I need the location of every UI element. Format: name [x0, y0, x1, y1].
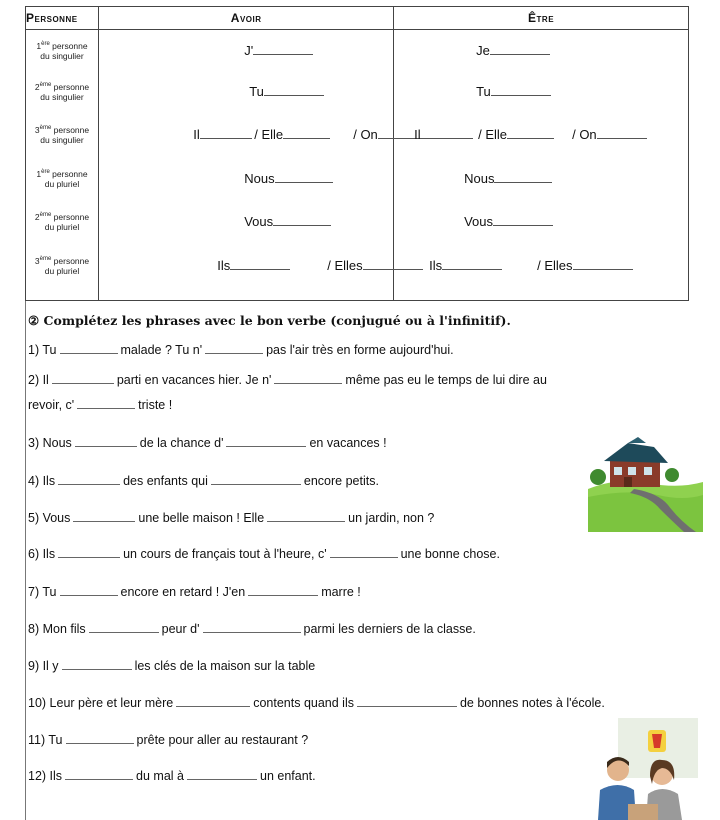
answer-blank[interactable] [60, 585, 118, 596]
sentence-text: pas l'air très en forme aujourd'hui. [266, 343, 454, 357]
etre-form-3-1 [414, 127, 473, 142]
sentence-text: contents quand ils [253, 696, 354, 710]
person-ordinal-suffix: ème [39, 212, 52, 218]
form-label: / On [353, 127, 378, 142]
answer-blank[interactable] [73, 511, 135, 522]
etre-form-2-1 [476, 84, 551, 99]
answer-blank[interactable] [493, 214, 553, 226]
house-illustration [588, 437, 703, 532]
answer-blank[interactable] [273, 214, 331, 226]
person-label [26, 39, 98, 61]
answer-blank[interactable] [65, 769, 133, 780]
answer-blank[interactable] [187, 769, 257, 780]
answer-blank[interactable] [274, 373, 342, 384]
answer-blank[interactable] [253, 43, 313, 55]
answer-blank[interactable] [597, 127, 647, 139]
form-label: J' [244, 43, 254, 58]
sentence-text: un enfant. [260, 769, 316, 783]
conjugation-table [25, 6, 689, 301]
answer-blank[interactable] [248, 585, 318, 596]
exercise-sentence [28, 436, 387, 450]
sentence-text: 9) Il y [28, 659, 59, 673]
answer-blank[interactable] [507, 127, 554, 139]
table-header-row [26, 7, 689, 30]
form-label: Tu [249, 84, 264, 99]
exercise-sentence [28, 733, 308, 747]
form-label: Vous [244, 214, 274, 229]
person-number: du singulier [40, 91, 84, 102]
answer-blank[interactable] [267, 511, 345, 522]
exercise-sentence [28, 547, 500, 561]
person-ordinal-suffix: ème [39, 256, 52, 262]
person-ordinal: 2 [34, 211, 40, 222]
form-label: / Elles [537, 258, 573, 273]
sentence-text: 7) Tu [28, 585, 57, 599]
person-number: du singulier [40, 50, 84, 61]
person-word: personne [51, 211, 90, 222]
sentence-text: 8) Mon fils [28, 622, 86, 636]
answer-blank[interactable] [275, 171, 333, 183]
exercise-sentence [28, 769, 316, 783]
table-body-row [26, 30, 689, 301]
sentence-text: une belle maison ! Elle [138, 511, 265, 525]
answer-blank[interactable] [58, 547, 120, 558]
person-label [26, 254, 98, 276]
exercise-sentence [28, 622, 476, 636]
answer-blank[interactable] [60, 343, 118, 354]
etre-column [394, 30, 689, 301]
person-word: personne [51, 81, 90, 92]
form-label: Ils [217, 258, 231, 273]
sentence-text: un jardin, non ? [348, 511, 435, 525]
answer-blank[interactable] [77, 398, 135, 409]
exercise-sentence [28, 696, 605, 710]
sentence-text: même pas eu le temps de lui dire au [345, 373, 547, 387]
etre-form-6-2 [537, 258, 632, 273]
answer-blank[interactable] [205, 343, 263, 354]
answer-blank[interactable] [200, 127, 252, 139]
answer-blank[interactable] [226, 436, 306, 447]
answer-blank[interactable] [62, 659, 132, 670]
person-number: du singulier [40, 134, 84, 145]
form-label: Je [476, 43, 490, 58]
etre-form-3-3 [572, 127, 647, 142]
person-number: du pluriel [44, 221, 80, 232]
sentence-text: 3) Nous [28, 436, 72, 450]
sentence-text: marre ! [321, 585, 361, 599]
sentence-text: peur d' [161, 622, 200, 636]
exercise-sentence [28, 585, 361, 599]
sentence-text: 4) Ils [28, 474, 56, 488]
person-ordinal: 1 [36, 168, 42, 179]
answer-blank[interactable] [491, 84, 551, 96]
answer-blank[interactable] [357, 696, 457, 707]
person-ordinal-suffix: ère [41, 169, 50, 175]
avoir-column [99, 30, 394, 301]
etre-form-6-1 [429, 258, 502, 273]
answer-blank[interactable] [52, 373, 114, 384]
avoir-form-3-1 [193, 127, 252, 142]
person-column [26, 30, 99, 301]
answer-blank[interactable] [75, 436, 137, 447]
etre-form-3-2 [478, 127, 554, 142]
answer-blank[interactable] [264, 84, 324, 96]
sentence-text: encore en retard ! J'en [120, 585, 246, 599]
sentence-text: les clés de la maison sur la table [134, 659, 316, 673]
sentence-text: une bonne chose. [400, 547, 500, 561]
answer-blank[interactable] [442, 258, 502, 270]
avoir-form-4-1 [244, 171, 332, 186]
person-ordinal-suffix: ère [41, 41, 50, 47]
form-label: Nous [244, 171, 275, 186]
person-ordinal-suffix: ème [39, 82, 52, 88]
etre-form-1-1 [476, 43, 550, 58]
answer-blank[interactable] [494, 171, 552, 183]
sentence-text: des enfants qui [123, 474, 208, 488]
sentence-text: triste ! [138, 398, 173, 412]
sentence-text: encore petits. [303, 474, 379, 488]
person-number: du pluriel [44, 265, 80, 276]
form-label: Vous [464, 214, 494, 229]
avoir-form-2-1 [249, 84, 324, 99]
form-label: Il [193, 127, 200, 142]
person-ordinal: 1 [36, 40, 42, 51]
sentence-text: 5) Vous [28, 511, 71, 525]
person-word: personne [51, 255, 90, 266]
person-ordinal: 3 [34, 255, 40, 266]
person-word: personne [49, 168, 88, 179]
answer-blank[interactable] [176, 696, 250, 707]
person-label [26, 80, 98, 102]
form-label: / Elle [478, 127, 507, 142]
etre-form-4-1 [464, 171, 552, 186]
avoir-form-1-1 [244, 43, 313, 58]
person-label [26, 123, 98, 145]
form-label: Ils [429, 258, 443, 273]
sentence-text: en vacances ! [309, 436, 387, 450]
header-etre: Être [394, 7, 689, 30]
sentence-text: 6) Ils [28, 547, 56, 561]
form-label: / On [572, 127, 597, 142]
answer-blank[interactable] [283, 127, 330, 139]
answer-blank[interactable] [89, 622, 159, 633]
answer-blank[interactable] [330, 547, 398, 558]
sentence-text: de la chance d' [139, 436, 224, 450]
person-ordinal: 2 [34, 81, 40, 92]
form-label: / Elle [254, 127, 284, 142]
sentence-text: 12) Ils [28, 769, 63, 783]
person-word: personne [51, 124, 90, 135]
exercise-sentence [28, 511, 434, 525]
sentence-text: 10) Leur père et leur mère [28, 696, 174, 710]
sentence-text: malade ? Tu n' [120, 343, 203, 357]
answer-blank[interactable] [203, 622, 301, 633]
sentence-text: prête pour aller au restaurant ? [136, 733, 309, 747]
person-number: du pluriel [44, 178, 80, 189]
person-ordinal-suffix: ème [39, 125, 52, 131]
exercise-sentence [28, 373, 547, 387]
sentence-text: un cours de français tout à l'heure, c' [123, 547, 327, 561]
sentence-text: parmi les derniers de la classe. [303, 622, 476, 636]
header-avoir: Avoir [99, 7, 394, 30]
form-label: / Elles [327, 258, 363, 273]
answer-blank[interactable] [66, 733, 134, 744]
person-label [26, 167, 98, 189]
form-label: Il [414, 127, 421, 142]
exercise-title: ② Complétez les phrases avec le bon verbe (conjugué ou à l'infinitif). [28, 313, 511, 328]
person-label [26, 210, 98, 232]
answer-blank[interactable] [490, 43, 550, 55]
sentence-text: du mal à [136, 769, 184, 783]
avoir-form-6-1 [217, 258, 290, 273]
person-word: personne [49, 40, 88, 51]
etre-form-5-1 [464, 214, 553, 229]
answer-blank[interactable] [573, 258, 633, 270]
person-ordinal: 3 [34, 124, 40, 135]
header-personne: Personne [26, 7, 99, 30]
sentence-text: 2) Il [28, 373, 49, 387]
answer-blank[interactable] [211, 474, 301, 485]
answer-blank[interactable] [421, 127, 473, 139]
restaurant-couple-illustration [588, 718, 698, 820]
sentence-text: 1) Tu [28, 343, 57, 357]
exercise-sentence [28, 343, 454, 357]
sentence-text: de bonnes notes à l'école. [459, 696, 605, 710]
form-label: Tu [476, 84, 491, 99]
sentence-text: revoir, c' [28, 398, 75, 412]
avoir-form-3-2 [254, 127, 330, 142]
sentence-text: parti en vacances hier. Je n' [116, 373, 272, 387]
answer-blank[interactable] [230, 258, 290, 270]
exercise-sentence [28, 474, 379, 488]
exercise-sentence [28, 398, 172, 412]
sentence-text: 11) Tu [28, 733, 63, 747]
answer-blank[interactable] [58, 474, 120, 485]
exercise-sentence [28, 659, 315, 673]
avoir-form-5-1 [244, 214, 331, 229]
form-label: Nous [464, 171, 495, 186]
